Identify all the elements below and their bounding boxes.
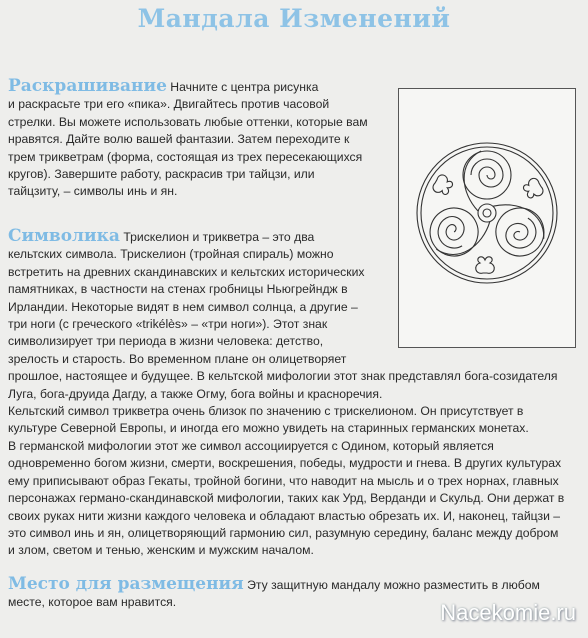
text-line: Трискелион и трикветра – это два [123, 230, 315, 244]
text-line: Ирландии. Некоторые видят в нем символ солнца, а другие – [8, 299, 358, 314]
text-line: и злом, светом и тенью, женским и мужским началом. [8, 543, 314, 558]
text-line: культуре Северной Европы, и иногда его можно увидеть на старинных германских монетах. [8, 421, 529, 436]
text-line: Луга, бога-друида Дагду, а также Огму, бога войны и красноречия. [8, 386, 383, 401]
text-line: стрелки. Вы можете использовать любые оттенки, которые вам [8, 114, 368, 129]
text-line: и раскрасьте три его «пика». Двигайтесь против часовой [8, 97, 330, 112]
heading-placement: Место для размещения [8, 574, 244, 594]
text-line: Начните с центра рисунка [170, 80, 319, 94]
text-line: персонажах германо-скандинавской мифологии, таких как Урд, Верданди и Скульд. Они держат в [8, 491, 565, 506]
text-line: Эту защитную мандалу можно разместить в любом [247, 578, 540, 592]
section-coloring [8, 78, 388, 201]
text-line: своих руках нити жизни каждого человека и обладают властью обрезать их. И, наконец, тайцзи – [8, 508, 561, 523]
text-line: это символ инь и ян, олицетворяющий гармонию сил, разумную середину, баланс между добром [8, 525, 559, 540]
text-line: одновременно богом жизни, смерти, воскрешения, победы, мудрости и гнева. В других культурах [8, 456, 562, 471]
section-symbolism [8, 228, 580, 560]
text-line: прошлое, настоящее и будущее. В кельтской мифологии этот знак представлял бога-созидателя [8, 369, 558, 384]
text-line: В германской мифологии этот же символ ассоциируется с Одином, который является [8, 438, 494, 453]
text-line: три ноги (с греческого «trikélès» – «три ноги»). Этот знак [8, 317, 328, 332]
heading-symbolism: Символика [8, 226, 120, 246]
text-line: кругов). Завершите работу, раскрасив три тайцзи, или [8, 167, 315, 182]
heading-coloring: Раскрашивание [8, 76, 167, 96]
text-line: тайцзиту, – символы инь и ян. [8, 184, 178, 199]
text-line: ему приписывают образ Гекаты, тройной богини, что наводит на мысль и о трех норнах, главных [8, 473, 559, 488]
page-title: Мандала Изменений [137, 4, 451, 33]
text-line: зрелость и старость. Во временном плане он олицетворяет [8, 351, 347, 366]
watermark: Nacekomie.ru [440, 600, 576, 625]
text-line: месте, которое вам нравится. [8, 595, 177, 610]
text-line: нравятся. Дайте волю вашей фантазии. Затем переходите к [8, 132, 350, 147]
text-line: Кельтский символ трикветра очень близок по значению с трискелионом. Он присутствует в [8, 404, 524, 419]
text-line: кельтских символа. Трискелион (тройная спираль) можно [8, 247, 334, 262]
text-line: трем трикветрам (форма, состоящая из трех пересекающихся [8, 149, 363, 164]
text-line: встретить на древних скандинавских и кельтских исторических [8, 264, 365, 279]
text-line: символизирует три периода в жизни человека: детство, [8, 334, 324, 349]
text-line: памятниках, в частности на стенах гробницы Ньюгрейндж в [8, 282, 348, 297]
